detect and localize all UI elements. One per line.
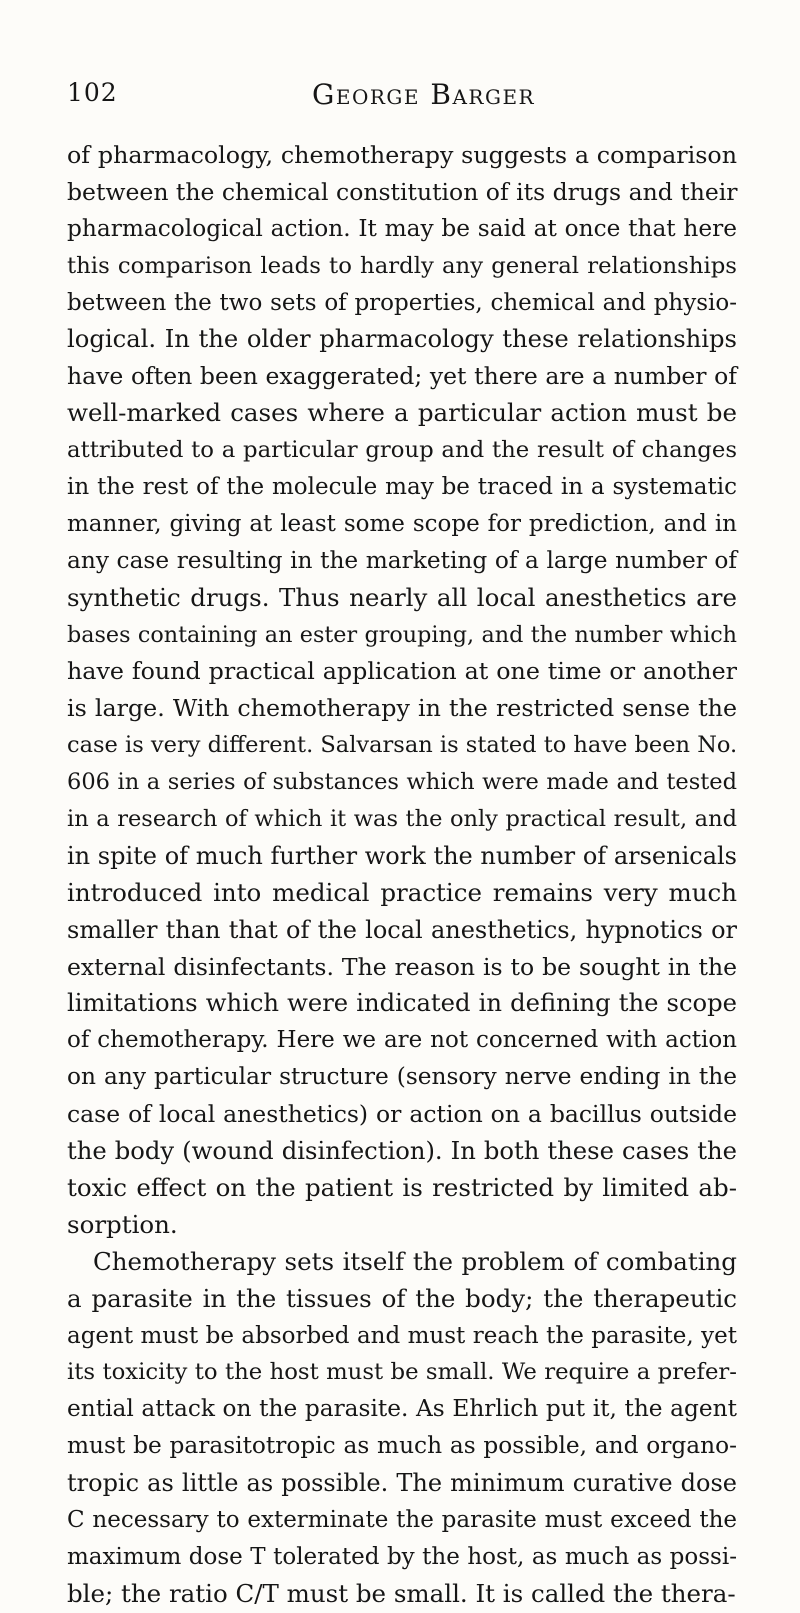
text-line: in the rest of the molecule may be traced in a systematic xyxy=(67,474,737,501)
text-line: its toxicity to the host must be small. We require a prefer- xyxy=(67,1359,737,1386)
text-line: well-marked cases where a particular action must be xyxy=(67,398,737,428)
text-line: tropic as little as possible. The minimum curative dose xyxy=(67,1469,737,1498)
text-line: is large. With chemotherapy in the restricted sense the xyxy=(67,694,737,723)
paragraph xyxy=(67,1244,737,1613)
text-line: of pharmacology, chemotherapy suggests a comparison xyxy=(67,141,737,169)
text-line: of chemotherapy. Here we are not concerned with action xyxy=(67,1027,737,1054)
text-line: this comparison leads to hardly any general relationships xyxy=(67,252,737,279)
text-line: C necessary to exterminate the parasite must exceed the xyxy=(67,1506,737,1533)
text-line: bases containing an ester grouping, and the number which xyxy=(67,621,737,648)
text-line: between the two sets of properties, chemical and physio- xyxy=(67,289,737,316)
paragraph xyxy=(67,137,737,1244)
text-line: in a research of which it was the only practical result, and xyxy=(67,806,737,833)
text-line: case is very different. Salvarsan is stated to have been No. xyxy=(67,732,738,759)
page-number: 102 xyxy=(67,78,118,107)
text-line: must be parasitotropic as much as possible, and organo- xyxy=(67,1432,737,1460)
text-line: in spite of much further work the number of arsenicals xyxy=(67,841,737,870)
text-line: have found practical application at one time or another xyxy=(67,657,737,686)
text-line: a parasite in the tissues of the body; the therapeutic xyxy=(67,1283,737,1313)
text-line: external disinfectants. The reason is to be sought in the xyxy=(67,952,737,981)
text-line: ential attack on the parasite. As Ehrlich put it, the agent xyxy=(67,1395,737,1423)
text-line: any case resulting in the marketing of a large number of xyxy=(67,546,737,574)
text-line: logical. In the older pharmacology these relationships xyxy=(67,324,737,354)
text-line: maximum dose T tolerated by the host, as much as possi- xyxy=(67,1543,737,1570)
text-line: Chemotherapy sets itself the problem of combating xyxy=(93,1246,737,1276)
text-line: 606 in a series of substances which were made and tested xyxy=(67,769,737,796)
text-line: case of local anesthetics) or action on a bacillus outside xyxy=(67,1100,737,1129)
running-title: George Barger xyxy=(312,78,536,111)
text-line: limitations which were indicated in defining the scope xyxy=(67,988,737,1018)
running-head xyxy=(67,78,735,118)
text-line: between the chemical constitution of its drugs and their xyxy=(67,177,738,206)
text-line: on any particular structure (sensory nerve ending in the xyxy=(67,1063,737,1091)
text-line: the body (wound disinfection). In both these cases the xyxy=(67,1136,737,1166)
text-line: manner, giving at least some scope for prediction, and in xyxy=(67,510,737,537)
body-text xyxy=(67,137,737,1613)
text-line: ble; the ratio C/T must be small. It is called the thera- xyxy=(67,1578,736,1608)
text-line: agent must be absorbed and must reach the parasite, yet xyxy=(67,1322,737,1349)
text-line: pharmacological action. It may be said at once that here xyxy=(67,214,737,242)
text-line: synthetic drugs. Thus nearly all local anesthetics are xyxy=(67,582,737,612)
text-line: toxic effect on the patient is restricted by limited ab- xyxy=(67,1172,737,1202)
text-line: sorption. xyxy=(67,1209,178,1239)
text-line: smaller than that of the local anesthetics, hypnotics or xyxy=(67,915,737,944)
text-line: have often been exaggerated; yet there are a number of xyxy=(67,362,737,391)
text-line: introduced into medical practice remains very much xyxy=(67,877,737,907)
text-line: attributed to a particular group and the result of changes xyxy=(67,437,737,464)
